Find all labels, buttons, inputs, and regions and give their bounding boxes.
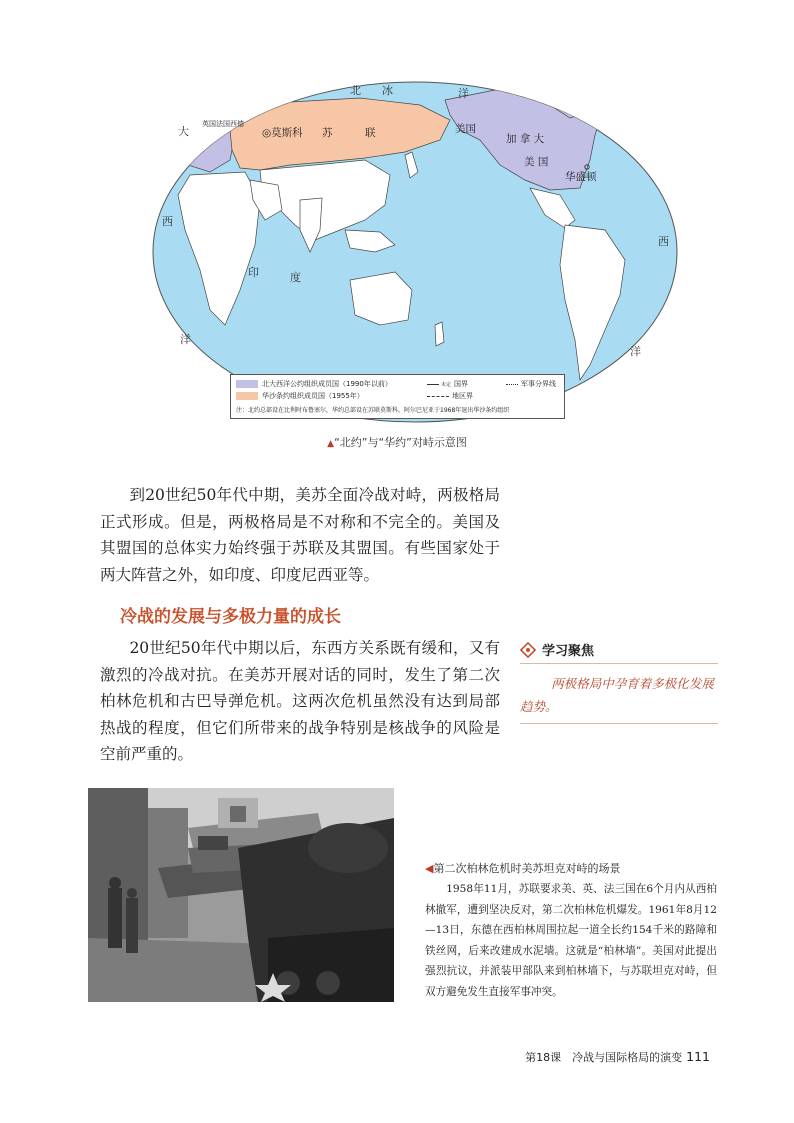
map-label-moscow: ◎莫斯科 — [262, 127, 303, 139]
map-label-west-left: 西 — [162, 215, 173, 228]
legend-nato — [236, 379, 392, 389]
map-label-pacific-yang: 洋 — [630, 345, 641, 358]
legend-military-label: 军事分界线 — [521, 380, 556, 388]
map-legend — [230, 374, 565, 419]
berlin-tanks-photo — [88, 788, 394, 1002]
map-label-ussr-lian: 联 — [365, 127, 376, 139]
legend-nato-label: 北大西洋公约组织成员国（1990年以前） — [262, 380, 392, 388]
map-label-western-countries: 英国法国西德 — [202, 120, 244, 128]
map-label-usa: 美 国 — [524, 156, 549, 168]
map-label-india-yin: 印 — [248, 266, 259, 279]
photo-caption-title — [425, 860, 620, 876]
nato-swatch — [236, 380, 258, 388]
legend-region-border — [427, 391, 473, 401]
photo-caption-text: 1958年11月，苏联要求美、英、法三国在6个月内从西柏林撤军，遭到坚决反对，第二次柏林危机爆发。1961年8月12—13日，东德在西柏林周围拉起一道全长约154千米的路障和铁丝网，后来改建成水泥墙。这就是“柏林墙”。美国对此提出强烈抗议，并派装甲部队来到柏林墙下，与苏联坦克对峙，但双方避免发生直接军事冲突。 — [425, 883, 717, 998]
warsaw-swatch — [236, 392, 258, 400]
map-label-india-yang: 洋 — [180, 333, 191, 346]
paragraph-2: 20世纪50年代中期以后，东西方关系既有缓和，又有激烈的冷战对抗。在美苏开展对话的同时，发生了第二次柏林危机和古巴导弹危机。这两次危机虽然没有达到局部热战的程度，但它们所带来的战争特别是核战争的风险是空前严重的。 — [100, 639, 500, 763]
map-caption-text: “北约”与“华约”对峙示意图 — [334, 436, 467, 449]
study-focus-box — [520, 640, 718, 724]
photo-caption-title-text: 第二次柏林危机时美苏坦克对峙的场景 — [433, 862, 621, 875]
map-label-washington: 华盛顿 — [565, 171, 597, 183]
legend-note — [236, 405, 509, 414]
new-zealand — [435, 322, 444, 346]
map-label-north: 北 — [350, 84, 361, 97]
nato-iceland — [160, 116, 178, 128]
study-focus-text: 两极格局中孕育着多极化发展趋势。 — [520, 672, 718, 724]
map-label-ocean-top: 洋 — [458, 87, 469, 100]
map-label-usa-top: 美国 — [455, 123, 476, 135]
australia — [350, 272, 412, 325]
legend-warsaw — [236, 391, 364, 401]
map-caption — [0, 434, 794, 450]
map-label-ice: 冰 — [382, 84, 393, 97]
triangle-left-icon: ◀ — [425, 862, 434, 875]
legend-national-label: 国界 — [454, 380, 469, 388]
map-label-atlantic: 大 — [178, 125, 189, 138]
legend-national-border — [427, 379, 468, 389]
study-focus-title: 学习聚焦 — [542, 644, 595, 659]
photo-graphic — [88, 788, 394, 1002]
page-number: 111 — [686, 1049, 710, 1064]
map-label-india-du: 度 — [290, 271, 301, 284]
legend-undefined-label: 未定 — [441, 381, 452, 388]
paragraph-1: 到20世纪50年代中期，美苏全面冷战对峙，两极格局正式形成。但是，两极格局是不对称和不完全的。美国及其盟国的总体实力始终强于苏联及其盟国。有些国家处于两大阵营之外，如印度、印度尼西亚等。 — [100, 486, 500, 584]
page-footer — [525, 1049, 710, 1065]
map-label-canada: 加 拿 大 — [506, 133, 545, 145]
region-line-icon — [427, 396, 449, 397]
study-focus-header — [520, 640, 718, 664]
map-label-west-right: 西 — [658, 235, 669, 248]
border-line-icon — [427, 384, 439, 385]
map-label-ussr-su: 苏 — [322, 127, 333, 139]
military-line-icon — [506, 384, 518, 385]
triangle-icon: ▲ — [327, 439, 335, 449]
legend-note-text: 注：北约总部设在比利时布鲁塞尔，华约总部设在苏联莫斯科。阿尔巴尼亚于1968年退出华沙条约组织 — [236, 407, 510, 414]
legend-military-line — [506, 379, 556, 389]
footer-lesson: 第18课 冷战与国际格局的演变 — [525, 1051, 683, 1064]
legend-region-label: 地区界 — [452, 392, 473, 400]
section-heading: 冷战的发展与多极力量的成长 — [120, 607, 341, 627]
legend-warsaw-label: 华沙条约组织成员国（1955年） — [262, 392, 364, 400]
focus-target-icon — [520, 642, 536, 658]
